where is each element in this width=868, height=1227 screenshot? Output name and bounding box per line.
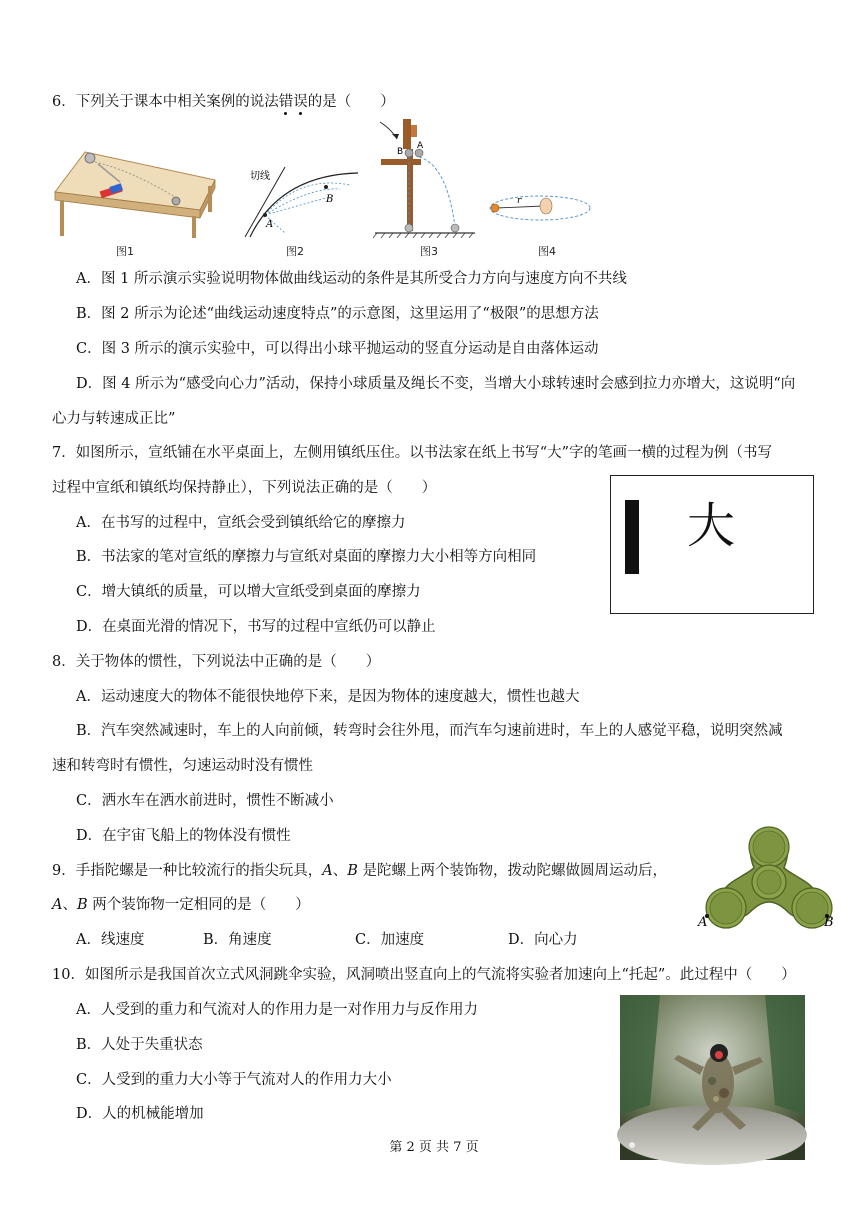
q6-figure-4	[485, 190, 595, 230]
q8-stem: 8．关于物体的惯性，下列说法中正确的是（ ）	[52, 654, 381, 670]
q9-stem-cont	[52, 893, 310, 914]
q9-figure-label-a: A	[698, 915, 708, 930]
q6-stem-text: 6．下列关于课本中相关案例的说法	[52, 94, 279, 110]
q9-stem-cont-sep: 、	[62, 897, 77, 913]
q10-option-a: A．人受到的重力和气流对人的作用力是一对作用力与反作用力	[76, 1002, 478, 1018]
q6-figure-2-caption: 图2	[286, 245, 304, 258]
q9-stem-a: A	[322, 863, 333, 879]
q6-stem	[52, 90, 395, 111]
q7-figure-character: 大	[687, 498, 736, 554]
q7-stem-cont: 过程中宣纸和镇纸均保持静止），下列说法正确的是（ ）	[52, 480, 437, 496]
q7-stem: 7．如图所示，宣纸铺在水平桌面上，左侧用镇纸压住。以书法家在纸上书写“大”字的笔画一横的过程为例（书写	[52, 445, 773, 461]
q6-figure-1	[50, 150, 220, 245]
q9-stem-sep: 、	[332, 863, 348, 879]
q8-option-d: D．在宇宙飞船上的物体没有惯性	[76, 828, 291, 844]
q9-figure-spinner	[696, 820, 846, 932]
q9-option-d: D．向心力	[508, 932, 578, 948]
q6-figure-2-tangent-label: 切线	[250, 171, 270, 182]
page-footer: 第 2 页 共 7 页	[389, 1140, 479, 1155]
q6-option-a: A．图 1 所示演示实验说明物体做曲线运动的条件是其所受合力方向与速度方向不共线	[76, 271, 627, 287]
q10-option-b: B．人处于失重状态	[76, 1037, 203, 1053]
q6-option-d: D．图 4 所示为“感受向心力”活动，保持小球质量及绳长不变，当增大小球转速时会感到拉力亦增大，这说明“向	[76, 376, 796, 392]
q6-figure-3-label-a: A	[417, 141, 424, 151]
q6-option-d-cont: 心力与转速成正比”	[52, 411, 176, 427]
q8-option-b: B．汽车突然减速时，车上的人向前倾，转弯时会往外甩，而汽车匀速前进时，车上的人感觉平稳，说明突然减	[76, 723, 783, 739]
q6-stem-suffix: 的是（ ）	[307, 94, 395, 110]
q9-stem-cont-b: B	[76, 897, 88, 913]
q9-figure-label-b: B	[824, 915, 834, 930]
q8-option-c: C．洒水车在洒水前进时，惯性不断减小	[76, 793, 334, 809]
q6-stem-emph-1: 错	[278, 94, 294, 110]
q9-stem-text: 9．手指陀螺是一种比较流行的指尖玩具，	[52, 863, 323, 879]
q7-figure	[610, 475, 814, 614]
q9-stem-b: B	[347, 863, 358, 879]
q9-option-b: B．角速度	[203, 932, 272, 948]
q8-option-b-cont: 速和转弯时有惯性，匀速运动时没有惯性	[52, 758, 313, 774]
q7-figure-paperweight	[625, 500, 639, 574]
q9-option-c: C．加速度	[355, 932, 425, 948]
q6-figure-1-caption: 图1	[116, 245, 134, 258]
q6-figure-2-label-a: A	[266, 219, 274, 230]
q6-figure-3-label-b: B	[397, 147, 404, 157]
q10-option-d: D．人的机械能增加	[76, 1106, 204, 1122]
q9-stem	[52, 859, 667, 880]
q6-figure-2	[240, 165, 365, 240]
q9-stem-cont-a: A	[52, 897, 63, 913]
q6-stem-emph-2: 误	[293, 94, 308, 110]
q8-option-a: A．运动速度大的物体不能很快地停下来，是因为物体的速度越大，惯性也越大	[76, 689, 580, 705]
q7-option-a: A．在书写的过程中，宣纸会受到镇纸给它的摩擦力	[76, 515, 406, 531]
q6-figure-4-label-r: r	[517, 196, 522, 206]
q7-option-d: D．在桌面光滑的情况下，书写的过程中宣纸仍可以静止	[76, 619, 436, 635]
q9-stem-suffix: 是陀螺上两个装饰物，拨动陀螺做圆周运动后，	[357, 863, 667, 879]
q6-figure-2-label-b: B	[326, 194, 334, 205]
q6-option-b: B．图 2 所示为论述“曲线运动速度特点”的示意图，这里运用了“极限”的思想方法	[76, 306, 599, 322]
q9-stem-cont-suffix: 两个装饰物一定相同的是（ ）	[87, 897, 310, 913]
q7-option-b: B．书法家的笔对宣纸的摩擦力与宣纸对桌面的摩擦力大小相等方向相同	[76, 549, 537, 565]
q6-figure-3-caption: 图3	[420, 245, 438, 258]
q10-option-c: C．人受到的重力大小等于气流对人的作用力大小	[76, 1072, 392, 1088]
q6-option-c: C．图 3 所示的演示实验中，可以得出小球平抛运动的竖直分运动是自由落体运动	[76, 341, 599, 357]
q7-option-c: C．增大镇纸的质量，可以增大宣纸受到桌面的摩擦力	[76, 584, 421, 600]
q6-figure-3	[375, 117, 480, 239]
q9-option-a: A．线速度	[76, 932, 145, 948]
q10-stem: 10．如图所示是我国首次立式风洞跳伞实验，风洞喷出竖直向上的气流将实验者加速向上“托起”。此过程中（ ）	[52, 967, 796, 983]
q6-figure-4-caption: 图4	[538, 245, 556, 258]
